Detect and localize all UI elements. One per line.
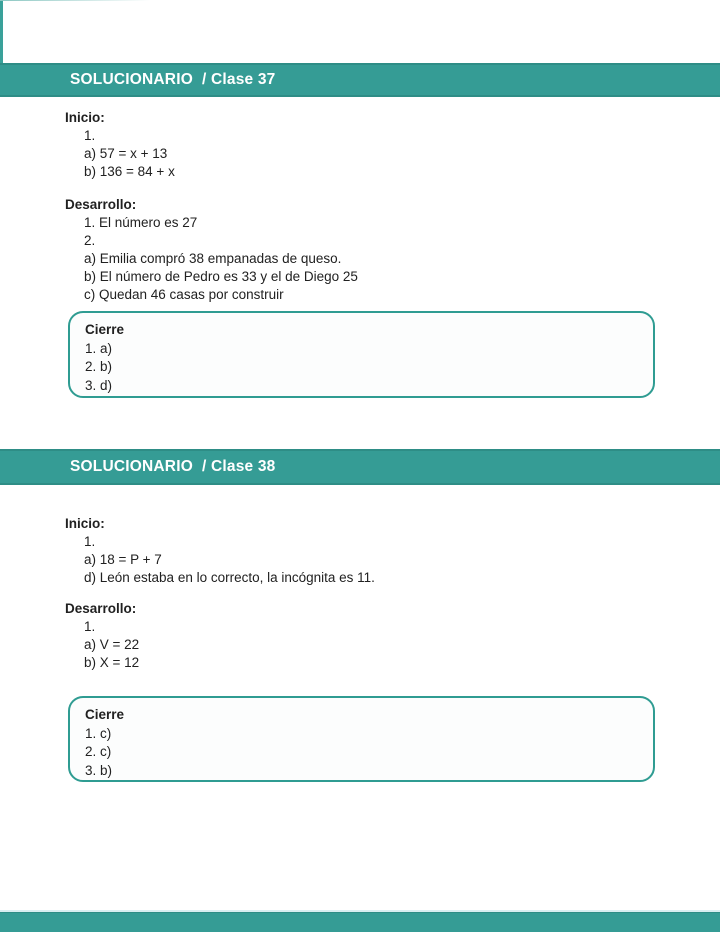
desarrollo-label: Desarrollo: xyxy=(65,197,137,212)
answer-line: a) V = 22 xyxy=(84,637,140,652)
answer-line: b) X = 12 xyxy=(84,655,140,670)
answer-line: 1. c) xyxy=(85,725,112,741)
answer-line: c) Quedan 46 casas por construir xyxy=(84,287,284,302)
answer-line: 1. El número es 27 xyxy=(84,215,198,230)
section-header-bar-clase-38 xyxy=(0,449,720,485)
desarrollo-block-clase-37 xyxy=(65,196,358,304)
desarrollo-block-clase-38 xyxy=(65,600,139,672)
cierre-box-clase-37 xyxy=(68,311,655,398)
page-left-edge-accent xyxy=(0,0,3,63)
answer-line: 2. xyxy=(84,233,96,248)
answer-line: 2. c) xyxy=(85,744,112,759)
cierre-label: Cierre xyxy=(85,322,125,337)
inicio-block-clase-37 xyxy=(65,109,175,181)
answer-line: 1. xyxy=(84,619,96,634)
section-header-title: SOLUCIONARIO / Clase 37 xyxy=(70,71,276,88)
inicio-lines xyxy=(84,127,175,181)
desarrollo-lines xyxy=(84,618,139,672)
answer-line: a) 18 = P + 7 xyxy=(84,552,162,567)
inicio-label: Inicio: xyxy=(65,110,105,125)
inicio-block-clase-38 xyxy=(65,515,375,587)
answer-line: 1. xyxy=(84,534,96,549)
answer-line: a) Emilia compró 38 empanadas de queso. xyxy=(84,251,342,266)
answer-line: 3. d) xyxy=(85,377,113,393)
answer-line: b) El número de Pedro es 33 y el de Diego 25 xyxy=(84,269,358,284)
page-top-edge-accent xyxy=(0,0,150,1)
section-header-bar-clase-37 xyxy=(0,63,720,97)
page-footer-bar xyxy=(0,912,720,932)
inicio-label: Inicio: xyxy=(65,516,105,531)
answer-line: 2. b) xyxy=(85,359,113,374)
cierre-label: Cierre xyxy=(85,707,125,722)
answer-line: 1. xyxy=(84,128,96,143)
inicio-lines xyxy=(84,533,375,587)
answer-line: 1. a) xyxy=(85,340,113,356)
cierre-box-clase-38 xyxy=(68,696,655,782)
desarrollo-lines xyxy=(84,214,358,304)
answer-line: 3. b) xyxy=(85,762,113,778)
desarrollo-label: Desarrollo: xyxy=(65,601,137,616)
answer-line: a) 57 = x + 13 xyxy=(84,146,168,161)
section-header-title: SOLUCIONARIO / Clase 38 xyxy=(70,458,276,475)
answer-line: d) León estaba en lo correcto, la incógnita es 11. xyxy=(84,570,375,585)
answer-line: b) 136 = 84 + x xyxy=(84,164,175,179)
